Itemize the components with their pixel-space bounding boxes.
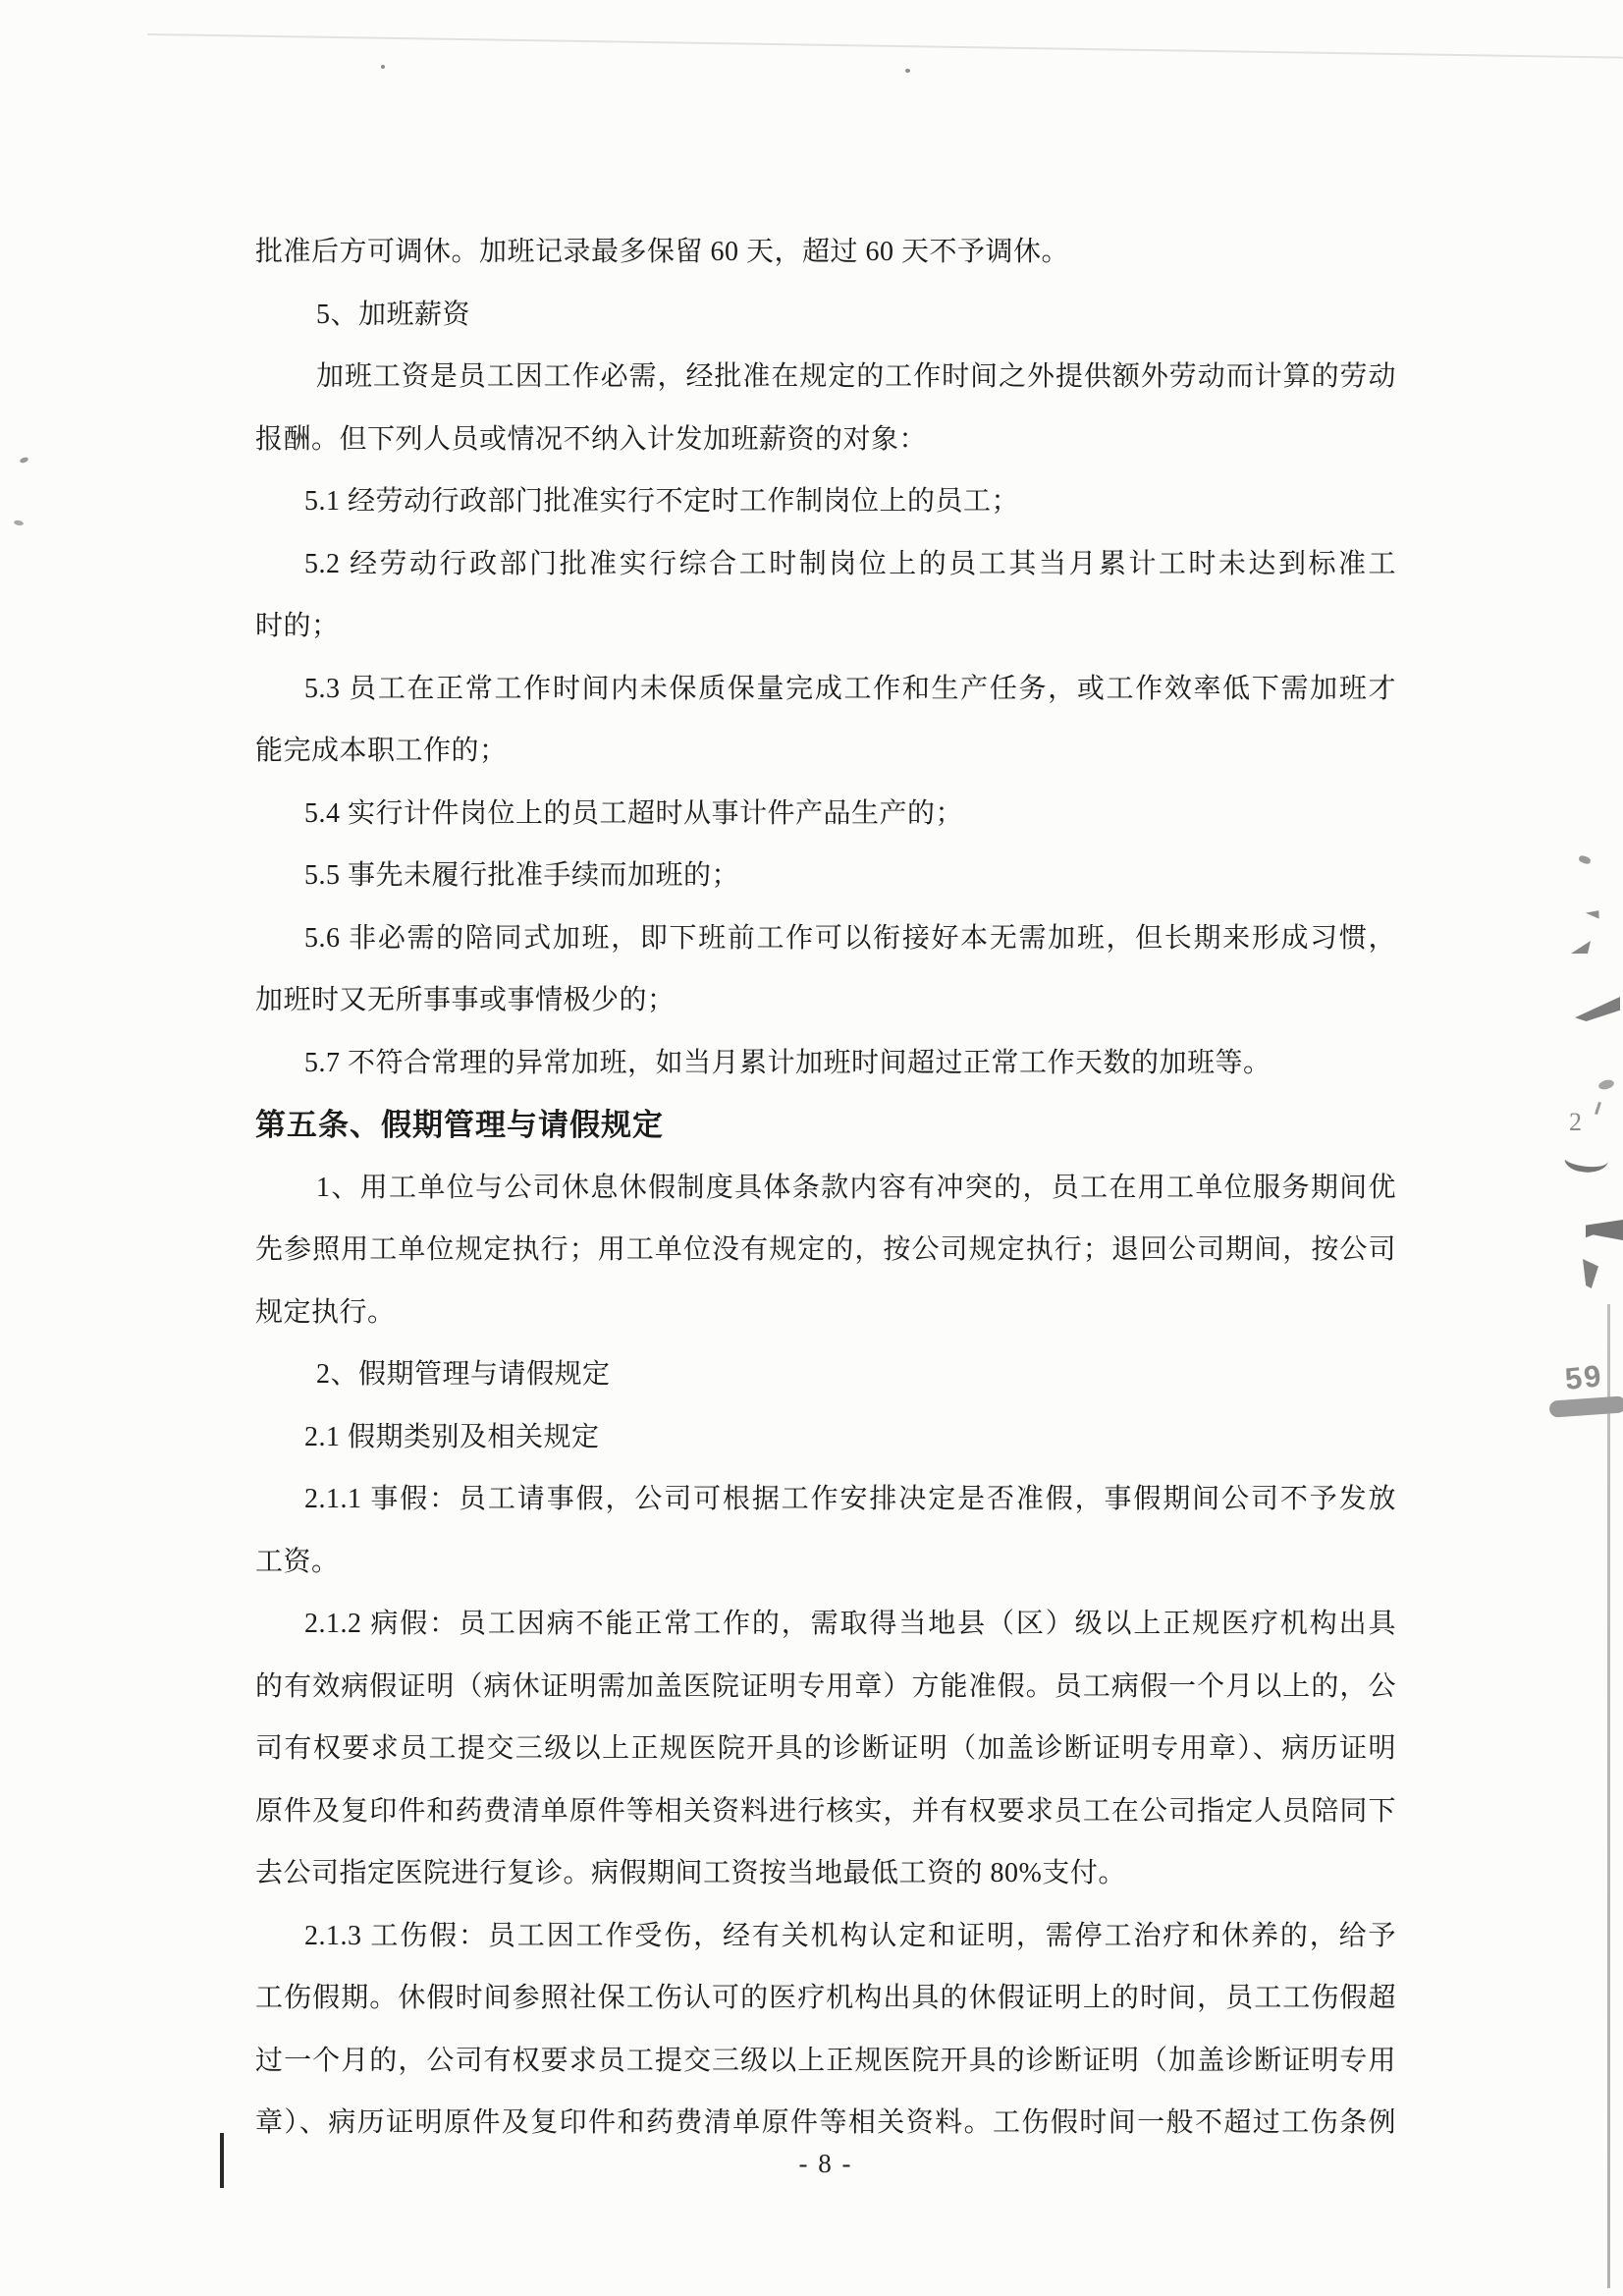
text-line: 报酬。但下列人员或情况不纳入计发加班薪资的对象： <box>255 423 928 455</box>
scan-edge-line <box>147 33 1623 59</box>
edge-smudge <box>1575 997 1620 1021</box>
edge-smudge <box>1571 941 1591 954</box>
edge-smudge <box>1586 905 1602 920</box>
page-number: - 8 - <box>798 2149 853 2178</box>
text-line: 1、用工单位与公司休息休假制度具体条款内容有冲突的，员工在用工单位服务期间优 <box>316 1172 1396 1203</box>
text-line: 原件及复印件和药费清单原件等相关资料进行核实，并有权要求员工在公司指定人员陪同下 <box>255 1795 1396 1827</box>
text-line: 工资。 <box>255 1546 340 1577</box>
text-line: 加班时又无所事事或事情极少的； <box>255 985 676 1015</box>
text-line: 去公司指定医院进行复诊。病假期间工资按当地最低工资的 80%支付。 <box>255 1858 1126 1888</box>
scan-speck <box>14 519 25 526</box>
text-line: 能完成本职工作的； <box>255 736 508 766</box>
edge-pen-mark <box>1583 1259 1598 1288</box>
text-line: 章）、病历证明原件及复印件和药费清单原件等相关资料。工伤假时间一般不超过工伤条例 <box>255 2107 1396 2138</box>
text-line: 5.6 非必需的陪同式加班，即下班前工作可以衔接好本无需加班，但长期来形成习惯， <box>304 922 1396 954</box>
edge-smudge <box>1549 1395 1623 1417</box>
text-line: 5.2 经劳动行政部门批准实行综合工时制岗位上的员工其当月累计工时未达到标准工 <box>304 548 1396 579</box>
text-line: 5.4 实行计件岗位上的员工超时从事计件产品生产的； <box>304 797 964 829</box>
scan-speck <box>381 65 385 69</box>
text-line: 先参照用工单位规定执行；用工单位没有规定的，按公司规定执行；退回公司期间，按公司 <box>255 1234 1396 1265</box>
edge-handwriting-digit: 2 <box>1569 1108 1582 1136</box>
edge-pen-stroke <box>1563 1143 1610 1175</box>
scan-speck <box>19 457 28 465</box>
text-line: 加班工资是员工因工作必需，经批准在规定的工作时间之外提供额外劳动而计算的劳动 <box>316 361 1396 392</box>
text-line: 的有效病假证明（病休证明需加盖医院证明专用章）方能准假。员工病假一个月以上的，公 <box>255 1670 1396 1702</box>
scan-edge-vertical-line <box>1607 1304 1610 2288</box>
scan-speck <box>905 69 910 73</box>
document-body <box>255 221 1396 2155</box>
text-line: 5.7 不符合常理的异常加班，如当月累计加班时间超过正常工作天数的加班等。 <box>304 1047 1271 1078</box>
text-line: 5、加班薪资 <box>316 299 471 330</box>
text-line: 工伤假期。休假时间参照社保工伤认可的医疗机构出具的休假证明上的时间，员工工伤假超 <box>255 1983 1396 2013</box>
text-line: 司有权要求员工提交三级以上正规医院开具的诊断证明（加盖诊断证明专用章）、病历证明 <box>255 1733 1396 1764</box>
edge-pen-mark <box>1586 1220 1623 1247</box>
edge-smudge <box>1597 1078 1615 1091</box>
edge-smudge <box>1578 854 1592 865</box>
text-line: 批准后方可调休。加班记录最多保留 60 天，超过 60 天不予调休。 <box>255 237 1070 267</box>
text-line: 5.1 经劳动行政部门批准实行不定时工作制岗位上的员工； <box>304 486 1020 517</box>
edge-smudge <box>1595 1102 1601 1115</box>
left-margin-mark <box>220 2133 224 2188</box>
section-heading: 第五条、假期管理与请假规定 <box>255 1108 664 1142</box>
text-line: 过一个月的，公司有权要求员工提交三级以上正规医院开具的诊断证明（加盖诊断证明专用 <box>255 2045 1396 2076</box>
text-line: 2.1.1 事假：员工请事假，公司可根据工作安排决定是否准假，事假期间公司不予发放 <box>304 1484 1396 1514</box>
text-line: 2.1 假期类别及相关规定 <box>304 1421 600 1452</box>
text-line: 5.3 员工在正常工作时间内未保质保量完成工作和生产任务，或工作效率低下需加班才 <box>304 673 1396 704</box>
text-line: 时的； <box>255 611 340 641</box>
text-line: 2.1.3 工伤假：员工因工作受伤，经有关机构认定和证明，需停工治疗和休养的，给予 <box>304 1920 1396 1951</box>
text-line: 2.1.2 病假：员工因病不能正常工作的，需取得当地县（区）级以上正规医疗机构出具 <box>304 1609 1396 1639</box>
text-line: 5.5 事先未履行批准手续而加班的； <box>304 860 740 891</box>
text-line: 2、假期管理与请假规定 <box>316 1359 611 1390</box>
text-line: 规定执行。 <box>255 1296 396 1328</box>
edge-handwriting-digits: 59 <box>1563 1358 1605 1396</box>
